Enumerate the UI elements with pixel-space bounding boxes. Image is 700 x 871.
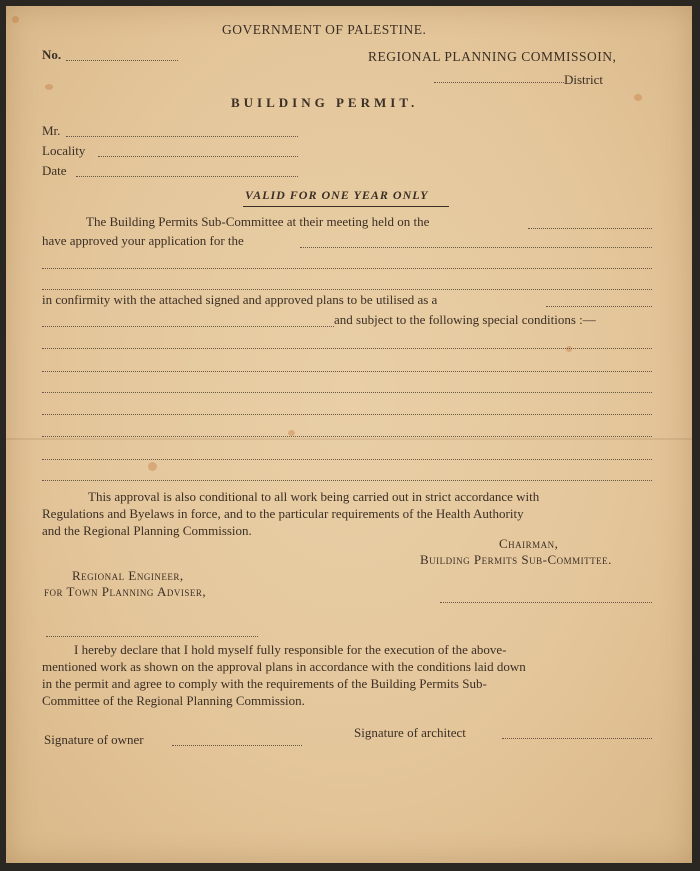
application-field-line[interactable] [42,268,652,269]
locality-field[interactable] [98,156,298,157]
application-field-line[interactable] [42,289,652,290]
district-label: District [564,72,603,87]
paper-fold [6,438,692,440]
confirmity-text: in confirmity with the attached signed and approved plans to be utilised as a [42,292,438,307]
condition-line[interactable] [42,348,652,349]
validity-notice: VALID FOR ONE YEAR ONLY [245,188,429,202]
commission-heading: REGIONAL PLANNING COMMISSOIN, [368,49,617,64]
utilisation-field-line[interactable] [42,326,334,327]
stain [12,16,19,23]
permit-number-label: No. [42,47,62,62]
government-heading: GOVERNMENT OF PALESTINE. [222,22,427,37]
stain [45,84,53,90]
condition-line[interactable] [42,414,652,415]
condition-line[interactable] [42,371,652,372]
locality-label: Locality [42,143,86,158]
architect-signature-label: Signature of architect [354,725,466,740]
district-field[interactable] [434,82,564,83]
date-label: Date [42,163,67,178]
date-field[interactable] [76,176,298,177]
conditional-text-line2: Regulations and Byelaws in force, and to the particular requirements of the Health Authority [42,506,524,521]
application-text: have approved your application for the [42,233,244,248]
chairman-signature-line[interactable] [440,602,652,603]
meeting-date-field[interactable] [528,228,652,229]
condition-line[interactable] [42,459,652,460]
owner-signature-label: Signature of owner [44,732,144,747]
condition-line[interactable] [42,436,652,437]
permit-number-field[interactable] [66,60,178,61]
conditions-text: and subject to the following special conditions :— [334,312,596,327]
adviser-title: for Town Planning Adviser, [44,584,207,599]
mr-label: Mr. [42,123,61,138]
owner-signature-field[interactable] [172,745,302,746]
chairman-title: Chairman, [499,536,559,551]
engineer-title: Regional Engineer, [72,568,184,583]
validity-underline [243,206,449,207]
conditional-text-line1: This approval is also conditional to all work being carried out in strict accordance with [88,489,540,504]
committee-title: Building Permits Sub-Committee. [420,552,612,567]
stain [634,94,642,101]
condition-line[interactable] [42,392,652,393]
engineer-signature-line[interactable] [46,636,258,637]
stain [566,346,572,352]
declaration-line3: in the permit and agree to comply with the requirements of the Building Permits Sub- [42,676,487,691]
declaration-line4: Committee of the Regional Planning Commission. [42,693,305,708]
permit-title: BUILDING PERMIT. [231,95,419,110]
permit-document [6,6,692,863]
architect-signature-field[interactable] [502,738,652,739]
declaration-line2: mentioned work as shown on the approval plans in accordance with the conditions laid down [42,659,526,674]
utilisation-field[interactable] [546,306,652,307]
application-field[interactable] [300,247,652,248]
mr-field[interactable] [66,136,298,137]
condition-line[interactable] [42,480,652,481]
declaration-line1: I hereby declare that I hold myself fully responsible for the execution of the above- [74,642,507,657]
stain [148,462,157,471]
meeting-text: The Building Permits Sub-Committee at their meeting held on the [86,214,430,229]
conditional-text-line3: and the Regional Planning Commission. [42,523,252,538]
